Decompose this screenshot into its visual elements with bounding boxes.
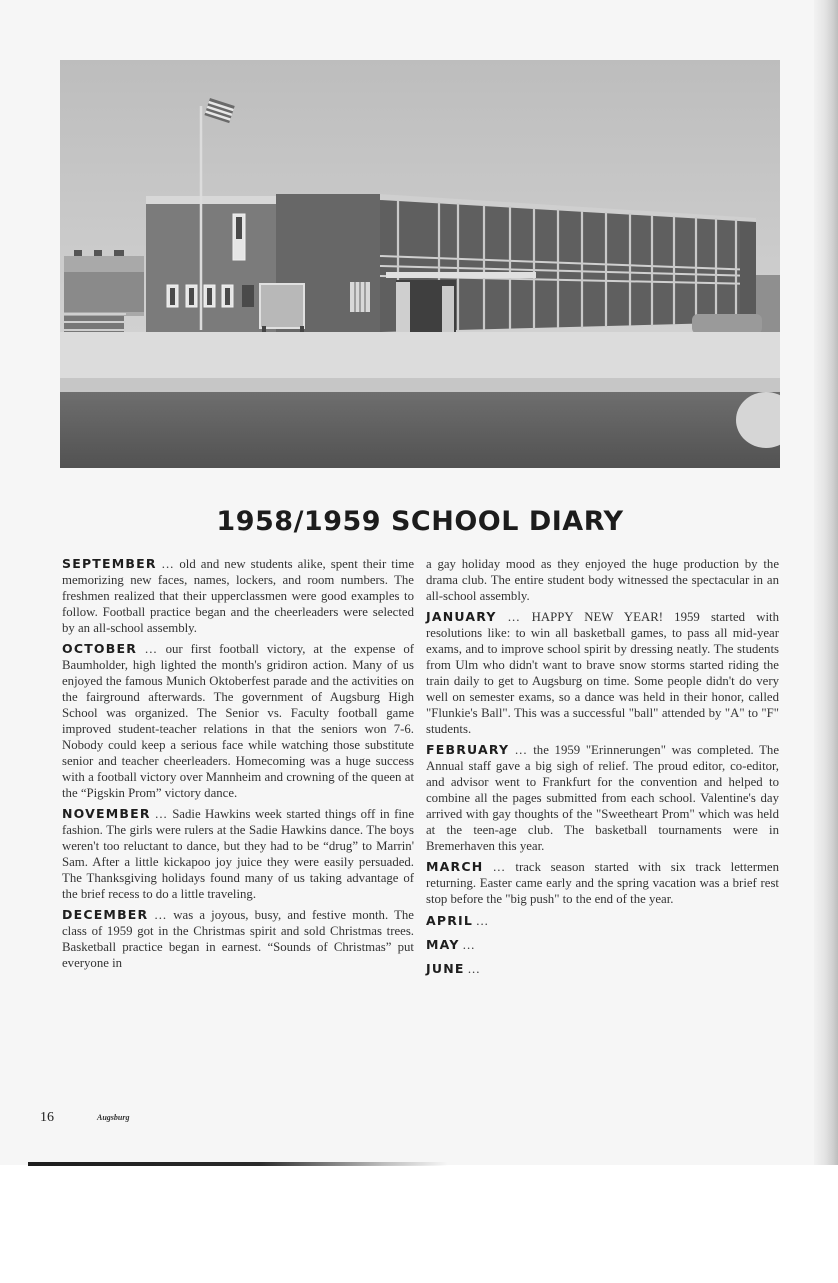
left-column bbox=[62, 556, 414, 976]
entry-text: Sadie Hawkins week started things off in fine fashion. The girls were rulers at the Sadie Hawkins dance. The boys weren't too reluctant to dance, but they had to be “drug” to Marrin' Sam. After a little kickapoo joy juice they were easily persuaded. The Thanksgiving holidays found many of us taking advantage of the brief recess to do a little traveling. bbox=[62, 807, 415, 901]
page-title: 1958/1959 SCHOOL DIARY bbox=[216, 506, 624, 537]
month-heading: JANUARY bbox=[426, 609, 497, 624]
ellipsis: ... bbox=[476, 914, 489, 928]
building-left-wing bbox=[146, 202, 276, 332]
ellipsis: ... bbox=[493, 860, 506, 874]
month-heading: OCTOBER bbox=[62, 641, 138, 656]
entry-text: track season started with six track lettermen returning. Easter came early and the spring vacation was a brief rest stop before the "big push" to the end of the year. bbox=[426, 860, 779, 906]
month-heading: DECEMBER bbox=[62, 907, 149, 922]
diary-entry-december bbox=[62, 907, 414, 971]
month-heading: JUNE bbox=[426, 961, 465, 976]
diary-entry-may bbox=[426, 936, 779, 954]
sign-board bbox=[260, 284, 304, 328]
diary-entry-november bbox=[62, 806, 414, 902]
entrance-canopy bbox=[386, 272, 536, 278]
entry-text: HAPPY NEW YEAR! 1959 started with resolutions like: to win all basketball games, to pass all mid-year exams, and to improve school spirit by dressing neatly. The students from Ulm who didn't want to brave snow storms started riding the train daily to get to Augsburg on time. Some people didn't do very well on semester exams, so a dance was held in their honor, called "Flunkie's Ball". This was a successful "ball" attended by "A" to "F" students. bbox=[426, 610, 779, 736]
diary-entry-february bbox=[426, 742, 779, 854]
diary-entry-april bbox=[426, 912, 779, 930]
month-heading: SEPTEMBER bbox=[62, 556, 157, 571]
footer-school-name: Augsburg bbox=[97, 1113, 130, 1122]
road bbox=[60, 392, 780, 468]
ellipsis: ... bbox=[154, 908, 168, 922]
month-heading: NOVEMBER bbox=[62, 806, 151, 821]
diary-entry-october bbox=[62, 641, 414, 801]
diary-entry-december-continued: a gay holiday mood as they enjoyed the huge production by the drama club. The entire student body witnessed the spectacular in an all-school assembly. bbox=[426, 557, 779, 603]
ellipsis: ... bbox=[161, 557, 175, 571]
ellipsis: ... bbox=[462, 938, 476, 952]
page-number: 16 bbox=[40, 1110, 54, 1125]
month-heading: APRIL bbox=[426, 913, 474, 928]
entry-text: our first football victory, at the expense of Baumholder, high lighted the month's gridiron action. Many of us enjoyed the famous Munich Oktoberfest parade and the activities on the fairground afterwards. The government of Augsburg High School was organized. The Senior vs. Faculty football game improved student-teacher relations in that the seniors won 7-6. Nobody could keep a serious face while watching those substitute senior and teacher cheerleaders. Homecoming was a huge success with a football victory over Mannheim and crowning of the queen at the “Pigskin Prom” victory dance. bbox=[62, 642, 415, 800]
diary-entry-june bbox=[426, 960, 779, 978]
diary-entry-september bbox=[62, 556, 414, 636]
ellipsis: ... bbox=[145, 642, 158, 656]
month-heading: FEBRUARY bbox=[426, 742, 510, 757]
diary-entry-january bbox=[426, 609, 779, 737]
entry-text: the 1959 "Erinnerungen" was completed. The Annual staff gave a big sigh of relief. The proud editor, co-editor, and advisor went to Frankfurt for the convention and helped to combine all the pages submitted from each school. Valentine's day arrived with gay thoughts of the "Sweetheart Prom" which was held at the teen-age club. The basketball tournaments were in Bremerhaven this year. bbox=[426, 743, 780, 853]
month-heading: MAY bbox=[426, 937, 460, 952]
diary-entry-march bbox=[426, 859, 779, 907]
month-heading: MARCH bbox=[426, 859, 484, 874]
ellipsis: ... bbox=[514, 743, 528, 757]
parked-car bbox=[692, 314, 762, 334]
ellipsis: ... bbox=[467, 962, 481, 976]
right-column bbox=[426, 556, 779, 984]
entry-text: old and new students alike, spent their time memorizing new faces, names, lockers, and room numbers. The freshmen realized that their upperclassmen were good examples to follow. Football practice began and the cheerleaders were selected by an all-school assembly. bbox=[62, 557, 415, 635]
ellipsis: ... bbox=[155, 807, 168, 821]
school-building-photo bbox=[60, 60, 780, 468]
ellipsis: ... bbox=[507, 610, 521, 624]
page-edge-shadow bbox=[814, 0, 838, 1165]
entry-text: was a joyous, busy, and festive month. The class of 1959 got in the Christmas spirit and sold Christmas trees. Basketball practice began in earnest. “Sounds of Christmas” put everyone in bbox=[62, 908, 414, 970]
page-bottom-rule bbox=[28, 1162, 448, 1166]
